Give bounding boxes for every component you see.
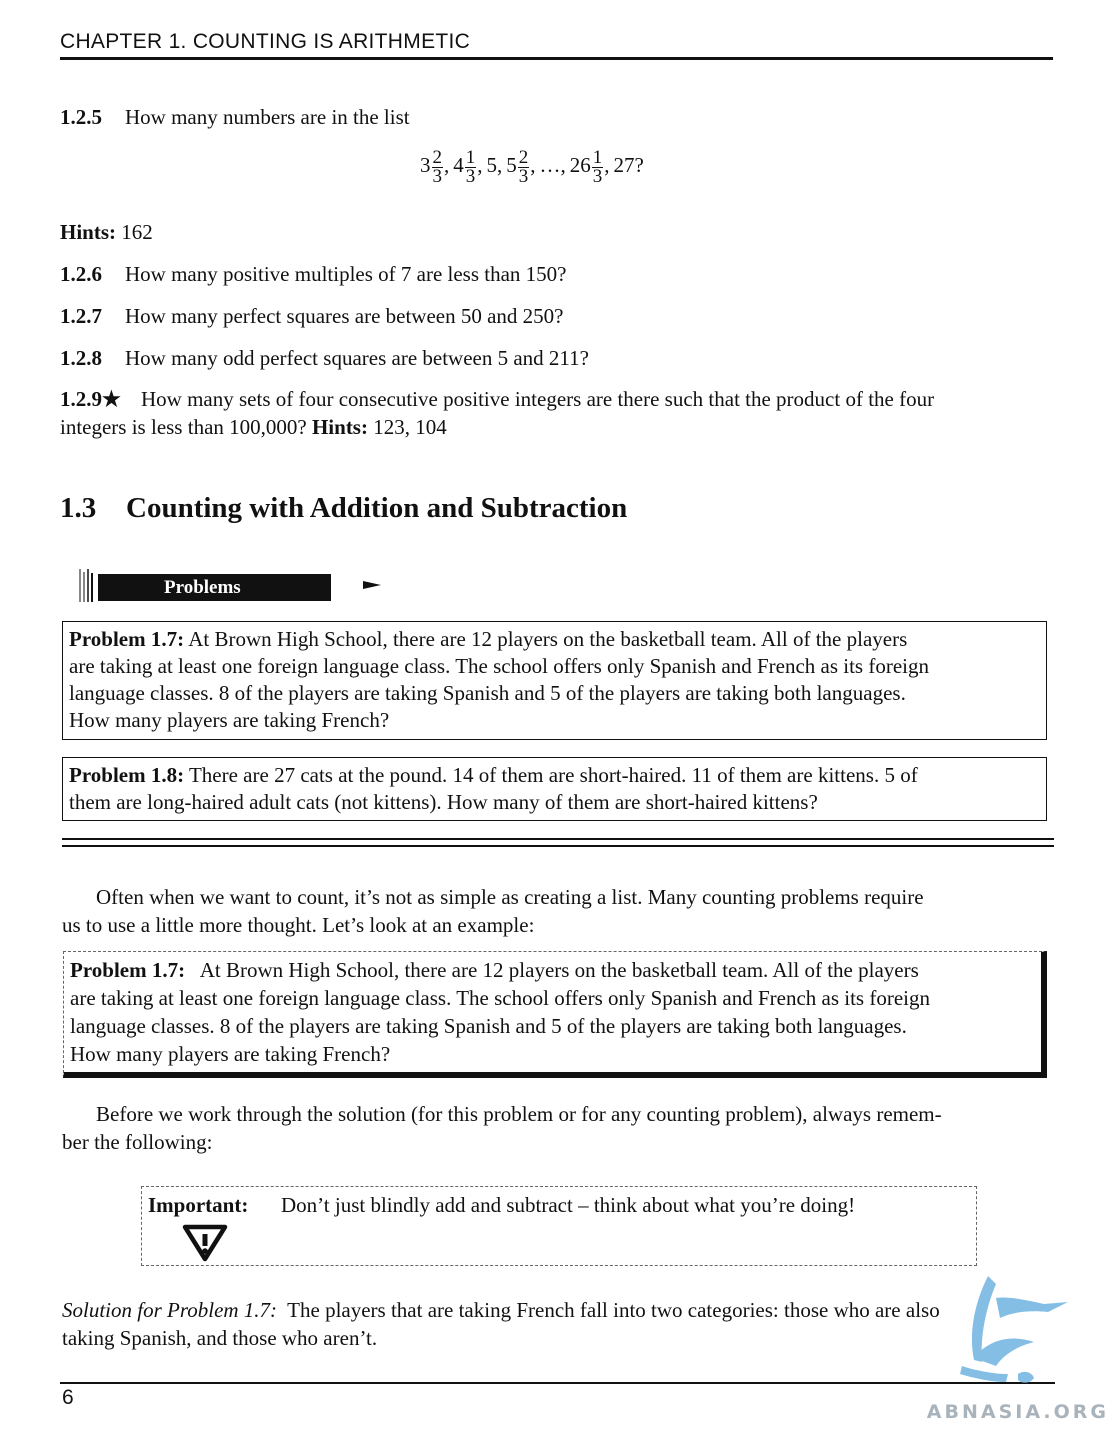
problem-line: language classes. 8 of the players are taking Spanish and 5 of the players are taking both languages. — [70, 1014, 907, 1038]
problems-bar-lines — [78, 567, 94, 604]
exercise-1-2-6 — [60, 260, 567, 288]
problem-line: are taking at least one foreign language class. The school offers only Spanish and French as its foreign — [70, 986, 930, 1010]
problem-line: There are 27 cats at the pound. 14 of them are short-haired. 11 of them are kittens. 5 of — [188, 763, 918, 787]
list-item: …, — [539, 153, 566, 178]
numerator: 1 — [465, 147, 476, 168]
hints-label: Hints: — [60, 220, 117, 244]
exercise-text: How many sets of four consecutive positive integers are there such that the product of the four — [141, 387, 935, 411]
mixed-whole: 26 — [569, 153, 591, 178]
denominator: 3 — [518, 166, 529, 187]
solution-paragraph — [62, 1296, 1057, 1352]
intro-paragraph — [62, 883, 1057, 939]
paragraph-line: ber the following: — [62, 1130, 213, 1154]
mixed-whole: 3 — [420, 153, 431, 178]
problem-label: Problem 1.7: — [70, 958, 186, 982]
mixed-whole: 5 — [506, 153, 517, 178]
problem-line: At Brown High School, there are 12 players on the basketball team. All of the players — [188, 627, 908, 651]
list-item: 4 $\frac{1}{3}$ , — [453, 147, 483, 187]
warning-icon — [182, 1224, 228, 1262]
double-rule-bottom — [62, 845, 1054, 847]
problem-line: How many players are taking French? — [70, 1042, 391, 1066]
problem-line: At Brown High School, there are 12 players on the basketball team. All of the players — [199, 958, 919, 982]
denominator: 3 — [465, 166, 476, 187]
numerator: 2 — [432, 147, 442, 168]
problem-label: Problem 1.7: — [69, 627, 185, 651]
exercise-1-2-7 — [60, 302, 564, 330]
example-problem-box — [63, 951, 1047, 1078]
paragraph-line: Often when we want to count, it’s not as simple as creating a list. Many counting problems require — [96, 885, 924, 909]
section-heading — [60, 492, 627, 525]
problems-label: Problems — [164, 577, 241, 598]
running-head: CHAPTER 1. COUNTING IS ARITHMETIC — [60, 30, 471, 53]
problem-1-7-box — [62, 621, 1047, 740]
list-item: 5, — [486, 153, 503, 178]
exercise-number: 1.2.5 — [60, 105, 102, 129]
exercise-number: 1.2.8 — [60, 346, 102, 370]
exercise-1-2-5 — [60, 103, 410, 131]
list-item: 5 $\frac{2}{3}$ , — [506, 147, 536, 187]
arrow-right-icon — [363, 578, 383, 592]
mixed-whole: 4 — [453, 153, 464, 178]
exercise-number: 1.2.7 — [60, 304, 102, 328]
watermark-text: ABNASIA.ORG — [926, 1401, 1109, 1423]
exercise-1-2-8 — [60, 344, 589, 372]
header-rule — [60, 57, 1053, 60]
solution-label: Solution for Problem 1.7: — [62, 1298, 278, 1322]
fraction — [518, 149, 530, 186]
exercise-text-cont: integers is less than 100,000? — [60, 415, 307, 439]
footer-rule — [60, 1382, 1055, 1384]
problem-line: are taking at least one foreign language class. The school offers only Spanish and French as its foreign — [69, 654, 929, 678]
solution-text-cont: taking Spanish, and those who aren’t. — [62, 1326, 378, 1350]
hints-label: Hints: — [311, 415, 368, 439]
numerator: 1 — [592, 147, 603, 168]
section-title: Counting with Addition and Subtraction — [126, 492, 628, 524]
fraction — [592, 149, 604, 186]
hints-1-2-5 — [60, 218, 153, 246]
exercise-text: How many perfect squares are between 50 and 250? — [125, 304, 564, 328]
list-item: 27? — [613, 153, 644, 178]
page-number: 6 — [62, 1386, 74, 1409]
exercise-1-2-9 — [60, 385, 1055, 441]
denominator: 3 — [432, 166, 442, 187]
problem-line: How many players are taking French? — [69, 708, 390, 732]
before-paragraph — [62, 1100, 1057, 1156]
exercise-text: How many numbers are in the list — [125, 105, 410, 129]
solution-text: The players that are taking French fall into two categories: those who are also — [287, 1298, 940, 1322]
problem-1-8-box — [62, 757, 1047, 821]
hints-value: 123, 104 — [373, 415, 447, 439]
problems-banner — [98, 574, 331, 601]
denominator: 3 — [592, 166, 603, 187]
list-item: 3 $\frac{2}{3}$ , — [420, 147, 450, 187]
fraction-list — [420, 149, 648, 186]
fraction — [432, 149, 444, 186]
problem-line: language classes. 8 of the players are taking Spanish and 5 of the players are taking both languages. — [69, 681, 906, 705]
problem-line: them are long-haired adult cats (not kittens). How many of them are short-haired kittens? — [69, 790, 818, 814]
important-box — [141, 1186, 977, 1266]
numerator: 2 — [518, 147, 529, 168]
exercise-text: How many positive multiples of 7 are less than 150? — [125, 262, 567, 286]
paragraph-line: us to use a little more thought. Let’s look at an example: — [62, 913, 535, 937]
section-number: 1.3 — [60, 492, 97, 524]
problem-label: Problem 1.8: — [69, 763, 185, 787]
list-item: 26 $\frac{1}{3}$ , — [569, 147, 610, 187]
exercise-number: 1.2.6 — [60, 262, 102, 286]
double-rule-top — [62, 838, 1054, 840]
important-label: Important: — [148, 1193, 249, 1217]
important-text: Don’t just blindly add and subtract – think about what you’re doing! — [281, 1193, 856, 1217]
fraction — [465, 149, 477, 186]
hints-value: 162 — [121, 220, 153, 244]
exercise-text: How many odd perfect squares are between 5 and 211? — [125, 346, 589, 370]
watermark-eagle-logo — [948, 1270, 1072, 1398]
paragraph-line: Before we work through the solution (for this problem or for any counting problem), always remem- — [96, 1102, 942, 1126]
exercise-number: 1.2.9★ — [60, 387, 121, 411]
